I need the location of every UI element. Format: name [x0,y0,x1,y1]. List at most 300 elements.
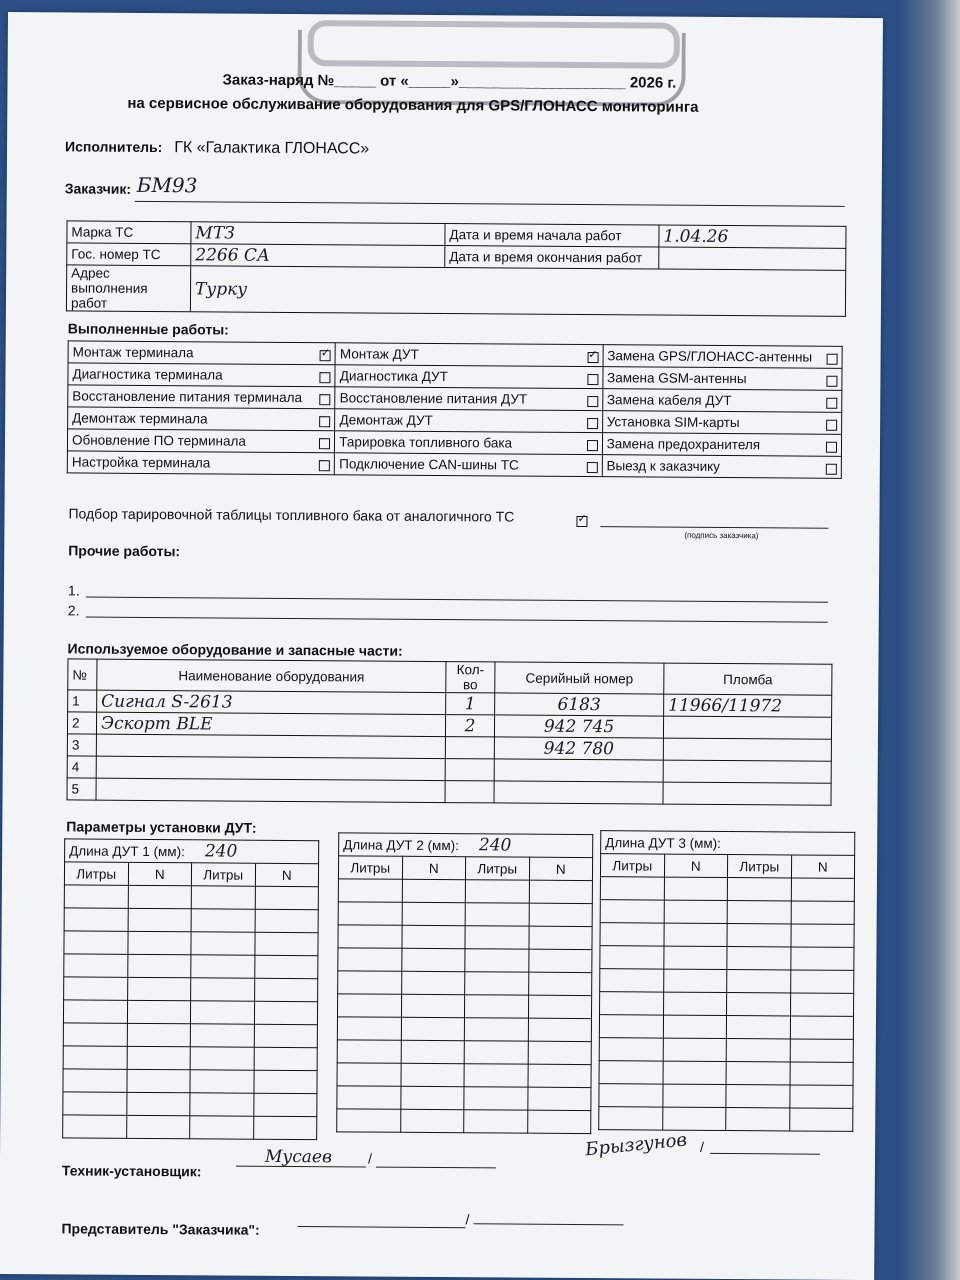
equipment-cell-seal [663,760,831,783]
dut-row [337,1040,591,1065]
work-checkbox[interactable] [319,416,330,427]
brand-value: МТЗ [191,222,445,246]
work-item [67,451,334,475]
dut-col-header: Литры [600,854,664,877]
dut-cell[interactable] [64,977,128,1000]
work-item-label: Демонтаж терминала [72,410,208,427]
dut-cell[interactable] [600,992,664,1015]
dut-cell[interactable] [401,971,465,994]
works-table [67,340,843,478]
equipment-cell-seal: 11966/11972 [664,694,832,717]
equipment-cell-serial [494,759,663,782]
dut-cell[interactable] [663,1015,727,1038]
dut-cell[interactable] [662,1084,726,1107]
dut-cell[interactable] [529,903,593,926]
dut-cell[interactable] [663,1038,727,1061]
dut-cell[interactable] [338,925,402,948]
customer-label: Заказчик: [64,180,132,197]
dut-cell[interactable] [401,1040,465,1063]
equipment-cell-qty: 1 [446,693,495,715]
dut-cell[interactable] [726,1085,790,1108]
equipment-cell-name: Эскорт BLE [96,712,445,736]
dut-cell[interactable] [790,924,854,947]
work-checkbox[interactable] [320,394,331,405]
dut-col-header: Литры [191,863,255,886]
dut-cell[interactable] [465,880,529,903]
work-item [68,363,335,387]
dut-row [599,1061,853,1086]
dut-cell[interactable] [727,993,791,1016]
calibration-sign-caption: (подпись заказчика) [684,530,759,541]
dut-cell[interactable] [402,879,466,902]
tech-slash-2: / [700,1138,705,1155]
equipment-cell-serial: 942 780 [494,737,663,760]
work-checkbox[interactable] [320,372,331,383]
dut-cell[interactable] [664,900,728,923]
tech-line-3 [710,1153,820,1155]
dut-length-label: Длина ДУТ 1 (мм): [69,843,185,860]
equipment-cell-name [96,734,445,758]
dut-cell[interactable] [190,1093,254,1116]
dut-row [338,902,592,927]
dut-cell[interactable] [402,902,466,925]
work-item-label: Восстановление питания терминала [72,388,303,406]
equipment-header: Серийный номер [495,662,664,694]
dut-cell[interactable] [64,931,128,954]
work-checkbox[interactable] [826,442,837,453]
dut-cell[interactable] [464,995,528,1018]
dut-cell[interactable] [63,1115,127,1138]
work-item [68,341,335,365]
work-item [602,455,842,479]
dut-cell[interactable] [465,972,529,995]
customer-line [135,201,845,207]
tech-slash-1: / [367,1150,372,1167]
dut-row [599,1084,853,1109]
equipment-cell-n: 4 [67,756,96,778]
work-checkbox[interactable] [826,464,837,475]
work-checkbox[interactable] [826,376,837,387]
dut-cell[interactable] [464,1064,528,1087]
dut-cell[interactable] [127,954,191,977]
dut-cell[interactable] [528,1018,592,1041]
dut-col-header: Литры [465,857,529,880]
dut-cell[interactable] [63,1000,127,1023]
dut-cell[interactable] [726,1016,790,1039]
dut-row [599,1107,853,1132]
dut-row [63,1115,317,1140]
dut-cell[interactable] [663,946,727,969]
dut-cell[interactable] [191,955,255,978]
dut-cell[interactable] [662,1107,726,1130]
dut-cell[interactable] [791,901,855,924]
work-item-label: Тарировка топливного бака [339,434,513,451]
dut-cell[interactable] [253,1093,317,1116]
equipment-cell-serial: 6183 [495,693,664,716]
dut-cell[interactable] [528,972,592,995]
dut-cell[interactable] [726,1062,790,1085]
dut-row [600,969,854,994]
dut-row [63,1069,317,1094]
dut-cell[interactable] [726,1108,790,1131]
work-item-label: Диагностика терминала [72,366,223,383]
executor-label: Исполнитель: [65,138,163,156]
dut-cell[interactable] [191,978,255,1001]
work-checkbox[interactable] [826,398,837,409]
dut-row [600,992,854,1017]
dut-row [63,1046,317,1071]
equipment-cell-n: 3 [67,734,96,756]
work-item-label: Настройка терминала [71,454,211,471]
dut-cell[interactable] [599,1015,663,1038]
equipment-cell-qty [445,759,494,781]
dut-cell[interactable] [190,1047,254,1070]
equipment-cell-qty [445,737,494,759]
dut-cell[interactable] [254,955,318,978]
work-item [603,345,843,369]
plate-value: 2266 СА [191,244,445,268]
work-item [68,407,335,431]
equipment-cell-n: 1 [68,690,97,712]
dut-table-3 [598,830,855,1132]
dut-cell[interactable] [465,926,529,949]
dut-cell[interactable] [400,1086,464,1109]
work-item-label: Демонтаж ДУТ [339,412,433,428]
dut-cell[interactable] [727,924,791,947]
dut-cell[interactable] [63,1092,127,1115]
equipment-row [67,778,831,805]
dut-cell[interactable] [527,1110,591,1133]
dut-cell[interactable] [64,885,128,908]
dut-cell[interactable] [190,1001,254,1024]
dut-length-label: Длина ДУТ 3 (мм): [605,835,721,851]
work-item [602,389,842,413]
dut-cell[interactable] [664,877,728,900]
dut-cell[interactable] [790,970,854,993]
dut-cell[interactable] [64,954,128,977]
end-value [659,247,846,270]
dut-cell[interactable] [600,923,664,946]
plate-label: Гос. номер ТС [67,243,191,266]
dut-cell[interactable] [126,1069,190,1092]
dut-cell[interactable] [255,886,319,909]
dut-cell[interactable] [663,969,727,992]
work-item [602,433,842,457]
dut-cell[interactable] [599,1084,663,1107]
dut-cell[interactable] [190,1116,254,1139]
other-heading: Прочие работы: [68,542,181,560]
dut-cell[interactable] [790,1039,854,1062]
dut-cell[interactable] [255,909,319,932]
dut-cell[interactable] [191,886,255,909]
dut-cell[interactable] [127,931,191,954]
work-item [335,365,602,389]
dut-row [64,885,318,910]
dut-cell[interactable] [254,978,318,1001]
dut-length-label: Длина ДУТ 2 (мм): [343,837,459,854]
dut-cell[interactable] [465,949,529,972]
equipment-cell-name [96,778,445,802]
dut-row [599,1038,853,1063]
dut-cell[interactable] [254,1047,318,1070]
dut-length-value: 240 [478,835,512,856]
dut-col-header: Литры [64,862,128,885]
dut-cell[interactable] [127,1000,191,1023]
work-checkbox[interactable] [319,460,330,471]
work-item-label: Выезд к заказчику [606,458,721,474]
equipment-cell-n: 2 [67,712,96,734]
dut-row [337,994,591,1019]
rep-label: Представитель "Заказчика": [61,1220,260,1238]
dut-cell[interactable] [127,1046,191,1069]
tech-signature-1: Мусаев [264,1146,332,1168]
equipment-header: Пломба [664,663,832,695]
dut-cell[interactable] [726,1039,790,1062]
dut-cell[interactable] [528,1041,592,1064]
work-checkbox[interactable] [587,440,598,451]
rep-line-1 [298,1226,466,1228]
dut-cell[interactable] [126,1092,190,1115]
dut-row [64,931,318,956]
dut-cell[interactable] [528,949,592,972]
work-item-label: Подключение CAN-шины ТС [339,456,519,473]
dut-cell[interactable] [127,1023,191,1046]
works-heading: Выполненные работы: [67,320,229,338]
dut-col-header: N [128,862,192,885]
equipment-cell-qty [445,781,494,803]
dut-cell[interactable] [337,994,401,1017]
dut-cell[interactable] [190,1070,254,1093]
work-item-label: Замена GSM-антенны [607,370,747,387]
equipment-cell-n: 5 [67,778,96,800]
dut-row [338,879,592,904]
calibration-sign-line [600,526,828,529]
equipment-cell-serial [494,781,663,804]
dut-row [338,948,592,973]
dut-cell[interactable] [600,969,664,992]
dut-cell[interactable] [254,1024,318,1047]
dut-cell[interactable] [338,902,402,925]
dut-cell[interactable] [464,1041,528,1064]
dut-cell[interactable] [253,1070,317,1093]
dut-cell[interactable] [528,1064,592,1087]
dut-cell[interactable] [464,1087,528,1110]
dut-cell[interactable] [790,947,854,970]
dut-cell[interactable] [338,948,402,971]
dut-cell[interactable] [253,1116,317,1139]
dut-cell[interactable] [190,1024,254,1047]
dut-cell[interactable] [337,1017,401,1040]
work-checkbox[interactable] [826,420,837,431]
dut-row [64,977,318,1002]
dut-cell[interactable] [529,880,593,903]
work-item-label: Замена GPS/ГЛОНАСС-антенны [607,348,813,365]
work-item [335,431,602,455]
dut-cell[interactable] [338,971,402,994]
dut-cell[interactable] [464,1110,528,1133]
tech-label: Техник-установщик: [61,1162,202,1180]
dut-cell[interactable] [337,1040,401,1063]
dut-cell[interactable] [401,925,465,948]
dut-cell[interactable] [600,877,664,900]
dut-cell[interactable] [128,908,192,931]
work-checkbox[interactable] [587,352,598,363]
dut-row [63,1092,317,1117]
dut-row [600,946,854,971]
equipment-cell-qty: 2 [445,715,494,737]
dut-col-header: N [791,855,855,878]
dut-cell[interactable] [789,1085,853,1108]
work-item [335,387,602,411]
dut-cell[interactable] [791,878,855,901]
equipment-cell-seal [663,716,831,739]
work-checkbox[interactable] [320,350,331,361]
dut-cell[interactable] [727,970,791,993]
tech-line-1 [236,1166,366,1168]
dut-cell[interactable] [528,995,592,1018]
dut-cell[interactable] [337,1109,401,1132]
dut-cell[interactable] [790,1062,854,1085]
work-item-label: Монтаж терминала [72,344,194,361]
dut-cell[interactable] [599,1061,663,1084]
dut-cell[interactable] [464,1018,528,1041]
header-line2: на сервисное обслуживание оборудования для GPS/ГЛОНАСС мониторинга [127,94,699,116]
dut-cell[interactable] [600,946,664,969]
dut-row [600,900,854,925]
dut-col-header: N [255,863,319,886]
tech-line-2 [376,1167,496,1169]
dut-col-header: N [402,856,466,879]
dut-cell[interactable] [254,932,318,955]
work-item [67,429,334,453]
dut-col-header: Литры [338,856,402,879]
work-item [335,409,602,433]
dut-cell[interactable] [600,900,664,923]
dut-row [63,1000,317,1025]
work-item-label: Восстановление питания ДУТ [339,390,528,407]
dut-cell[interactable] [663,923,727,946]
dut-cell[interactable] [337,1086,401,1109]
dut-cell[interactable] [663,1061,727,1084]
work-order-sheet [0,12,883,1280]
dut-cell[interactable] [63,1069,127,1092]
work-checkbox[interactable] [587,418,598,429]
dut-cell[interactable] [401,1017,465,1040]
other-item-2: 2. [67,602,80,619]
clipboard-clip [297,14,688,107]
work-item-label: Монтаж ДУТ [339,346,419,362]
dut-cell[interactable] [191,909,255,932]
work-item-label: Диагностика ДУТ [339,368,448,385]
dut-col-header: N [529,857,593,880]
dut-cell[interactable] [126,1115,190,1138]
rep-line-2 [474,1223,624,1225]
dut-row [599,1015,853,1040]
work-item [602,411,842,435]
equipment-cell-seal [663,782,831,805]
equipment-table [66,658,832,805]
dut-cell[interactable] [63,1023,127,1046]
rep-slash: / [465,1211,470,1228]
dut-cell[interactable] [727,947,791,970]
equipment-header: Наименование оборудования [97,659,446,692]
dut-cell[interactable] [790,993,854,1016]
dut-row [338,971,592,996]
address-label: Адрес выполнения работ [66,265,190,312]
dut-cell[interactable] [727,878,791,901]
dut-row [338,925,592,950]
dut-cell[interactable] [465,903,529,926]
dut-cell[interactable] [127,977,191,1000]
dut-cell[interactable] [254,1001,318,1024]
other-item-1: 1. [67,582,80,599]
dut-cell[interactable] [528,926,592,949]
equipment-header: № [68,659,97,690]
work-checkbox[interactable] [586,462,597,473]
dut-cell[interactable] [64,908,128,931]
dut-cell[interactable] [401,948,465,971]
dut-cell[interactable] [400,1109,464,1132]
dut-cell[interactable] [128,885,192,908]
address-value: Турку [190,266,845,317]
brand-label: Марка ТС [67,221,191,244]
work-item-label: Обновление ПО терминала [71,432,246,449]
dut-cell[interactable] [191,932,255,955]
dut-table-2 [336,832,593,1134]
dut-row [600,877,854,902]
dut-cell[interactable] [789,1108,853,1131]
tech-signature-2: Брызгунов [584,1129,688,1161]
executor-value: ГК «Галактика ГЛОНАСС» [174,139,370,158]
dut-cell[interactable] [63,1046,127,1069]
dut-row [600,923,854,948]
work-item [335,343,602,367]
dut-row [63,1023,317,1048]
dut-row [337,1109,591,1134]
dut-cell[interactable] [599,1038,663,1061]
dut-cell[interactable] [401,1063,465,1086]
dut-cell[interactable] [337,1063,401,1086]
dut-col-header: N [664,854,728,877]
dut-cell[interactable] [401,994,465,1017]
dut-cell[interactable] [338,879,402,902]
calibration-label: Подбор тарировочной таблицы топливного бака от аналогичного ТС [68,505,515,525]
vehicle-table [66,220,847,316]
equipment-cell-name: Сигнал S-2613 [97,690,446,714]
equipment-cell-serial: 942 745 [494,715,663,738]
dut-cell[interactable] [790,1016,854,1039]
other-line-1 [86,597,828,603]
dut-heading: Параметры установки ДУТ: [66,818,257,836]
work-checkbox[interactable] [827,354,838,365]
work-item [335,453,602,477]
work-item-label: Замена кабеля ДУТ [606,392,732,409]
work-checkbox[interactable] [587,374,598,385]
dut-cell[interactable] [527,1087,591,1110]
dut-cell[interactable] [727,901,791,924]
dut-row [337,1017,591,1042]
dut-cell[interactable] [599,1107,663,1130]
other-line-2 [86,617,828,623]
work-checkbox[interactable] [587,396,598,407]
work-checkbox[interactable] [319,438,330,449]
end-label: Дата и время окончания работ [445,246,659,269]
dut-col-header: Литры [727,855,791,878]
dut-cell[interactable] [663,992,727,1015]
calibration-checkbox[interactable] [576,516,587,527]
dut-row [64,954,318,979]
work-item [603,367,843,391]
